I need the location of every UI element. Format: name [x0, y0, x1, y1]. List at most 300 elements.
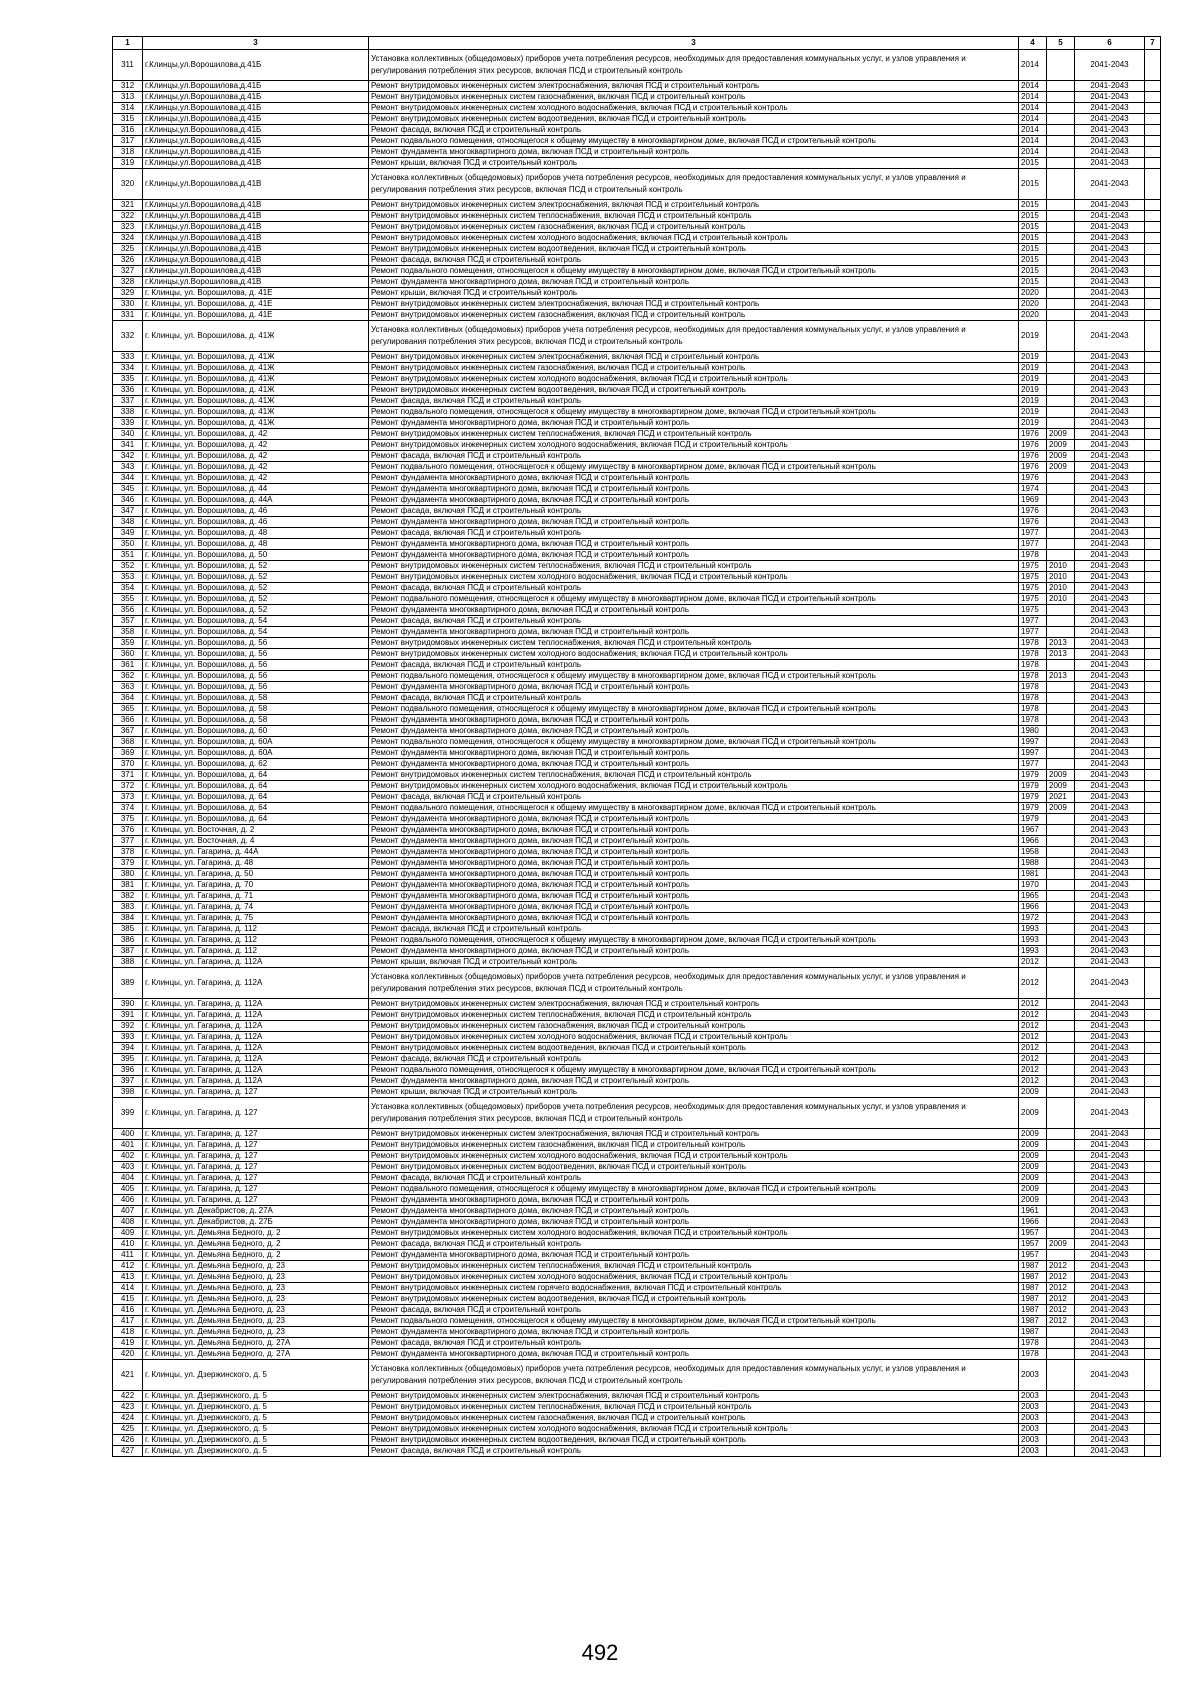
- table-row: [113, 299, 1161, 310]
- row-number: 376: [113, 825, 143, 836]
- year-built: 1979: [1019, 792, 1047, 803]
- table-row: [113, 158, 1161, 169]
- year-last-repair: 2012: [1047, 1283, 1075, 1294]
- address: г. Клинцы, ул. Восточная, д. 2: [143, 825, 369, 836]
- empty-cell: [1145, 770, 1161, 781]
- empty-cell: [1145, 1206, 1161, 1217]
- address: г. Клинцы, ул. Дзержинского, д. 5: [143, 1446, 369, 1457]
- empty-cell: [1145, 299, 1161, 310]
- year-built: 2019: [1019, 407, 1047, 418]
- year-built: 2003: [1019, 1424, 1047, 1435]
- year-last-repair: [1047, 255, 1075, 266]
- work-type: Ремонт фундамента многоквартирного дома, включая ПСД и строительный контроль: [369, 1195, 1019, 1206]
- year-built: 2012: [1019, 957, 1047, 968]
- table-row: [113, 660, 1161, 671]
- year-built: 1975: [1019, 561, 1047, 572]
- planned-period: 2041-2043: [1075, 693, 1145, 704]
- row-number: 382: [113, 891, 143, 902]
- year-built: 1987: [1019, 1327, 1047, 1338]
- row-number: 412: [113, 1261, 143, 1272]
- year-last-repair: [1047, 277, 1075, 288]
- year-built: 1969: [1019, 495, 1047, 506]
- year-built: 2009: [1019, 1184, 1047, 1195]
- row-number: 367: [113, 726, 143, 737]
- work-type: Ремонт внутридомовых инженерных систем теплоснабжения, включая ПСД и строительный контроль: [369, 1010, 1019, 1021]
- address: г. Клинцы, ул. Демьяна Бедного, д. 27А: [143, 1338, 369, 1349]
- table-row: [113, 748, 1161, 759]
- work-type: Ремонт фундамента многоквартирного дома, включая ПСД и строительный контроль: [369, 836, 1019, 847]
- address: г. Клинцы, ул. Ворошилова, д. 41Ж: [143, 418, 369, 429]
- empty-cell: [1145, 737, 1161, 748]
- year-built: 2003: [1019, 1402, 1047, 1413]
- year-last-repair: [1047, 92, 1075, 103]
- year-built: 1975: [1019, 583, 1047, 594]
- year-built: 1980: [1019, 726, 1047, 737]
- planned-period: 2041-2043: [1075, 1076, 1145, 1087]
- work-type: Ремонт внутридомовых инженерных систем электроснабжения, включая ПСД и строительный контроль: [369, 200, 1019, 211]
- year-last-repair: [1047, 935, 1075, 946]
- empty-cell: [1145, 671, 1161, 682]
- year-built: 2019: [1019, 418, 1047, 429]
- year-last-repair: 2010: [1047, 561, 1075, 572]
- address: г. Клинцы, ул. Гагарина, д. 71: [143, 891, 369, 902]
- planned-period: 2041-2043: [1075, 451, 1145, 462]
- year-last-repair: [1047, 605, 1075, 616]
- row-number: 355: [113, 594, 143, 605]
- work-type: Ремонт внутридомовых инженерных систем водоотведения, включая ПСД и строительный контроль: [369, 385, 1019, 396]
- address: г. Клинцы, ул. Гагарина, д. 112А: [143, 1054, 369, 1065]
- work-type: Ремонт подвального помещения, относящегося к общему имуществу в многоквартирном доме, включая ПСД и строительный контроль: [369, 462, 1019, 473]
- table-row: [113, 902, 1161, 913]
- row-number: 409: [113, 1228, 143, 1239]
- address: г. Клинцы, ул. Гагарина, д. 112: [143, 946, 369, 957]
- row-number: 337: [113, 396, 143, 407]
- address: г. Клинцы, ул. Ворошилова, д. 64: [143, 781, 369, 792]
- planned-period: 2041-2043: [1075, 310, 1145, 321]
- table-row: [113, 1391, 1161, 1402]
- planned-period: 2041-2043: [1075, 649, 1145, 660]
- row-number: 313: [113, 92, 143, 103]
- planned-period: 2041-2043: [1075, 1391, 1145, 1402]
- year-last-repair: [1047, 473, 1075, 484]
- table-row: [113, 255, 1161, 266]
- planned-period: 2041-2043: [1075, 1087, 1145, 1098]
- row-number: 423: [113, 1402, 143, 1413]
- year-last-repair: [1047, 136, 1075, 147]
- year-last-repair: 2009: [1047, 451, 1075, 462]
- table-row: [113, 125, 1161, 136]
- table-row: [113, 737, 1161, 748]
- planned-period: 2041-2043: [1075, 495, 1145, 506]
- year-last-repair: [1047, 1010, 1075, 1021]
- address: г. Клинцы, ул. Ворошилова, д. 56: [143, 638, 369, 649]
- year-built: 1988: [1019, 858, 1047, 869]
- row-number: 358: [113, 627, 143, 638]
- work-type: Ремонт фундамента многоквартирного дома, включая ПСД и строительный контроль: [369, 550, 1019, 561]
- year-built: 1977: [1019, 627, 1047, 638]
- empty-cell: [1145, 935, 1161, 946]
- row-number: 400: [113, 1129, 143, 1140]
- address: г. Клинцы, ул. Ворошилова, д. 42: [143, 473, 369, 484]
- work-type: Ремонт подвального помещения, относящегося к общему имуществу в многоквартирном доме, включая ПСД и строительный контроль: [369, 1065, 1019, 1076]
- empty-cell: [1145, 891, 1161, 902]
- planned-period: 2041-2043: [1075, 660, 1145, 671]
- year-last-repair: 2010: [1047, 572, 1075, 583]
- work-type: Ремонт внутридомовых инженерных систем газоснабжения, включая ПСД и строительный контроль: [369, 1413, 1019, 1424]
- row-number: 343: [113, 462, 143, 473]
- row-number: 312: [113, 81, 143, 92]
- table-row: [113, 1435, 1161, 1446]
- table-row: [113, 1424, 1161, 1435]
- table-row: [113, 506, 1161, 517]
- year-built: 2003: [1019, 1435, 1047, 1446]
- address: г. Клинцы, ул. Гагарина, д. 112: [143, 935, 369, 946]
- row-number: 394: [113, 1043, 143, 1054]
- empty-cell: [1145, 484, 1161, 495]
- table-row: [113, 92, 1161, 103]
- empty-cell: [1145, 594, 1161, 605]
- row-number: 377: [113, 836, 143, 847]
- year-last-repair: [1047, 1021, 1075, 1032]
- year-last-repair: [1047, 1435, 1075, 1446]
- work-type: Ремонт крыши, включая ПСД и строительный контроль: [369, 957, 1019, 968]
- year-built: 1961: [1019, 1206, 1047, 1217]
- row-number: 388: [113, 957, 143, 968]
- planned-period: 2041-2043: [1075, 1098, 1145, 1129]
- table-row: [113, 1413, 1161, 1424]
- year-built: 2012: [1019, 968, 1047, 999]
- planned-period: 2041-2043: [1075, 321, 1145, 352]
- address: г. Клинцы, ул. Дзержинского, д. 5: [143, 1391, 369, 1402]
- year-last-repair: [1047, 1076, 1075, 1087]
- table-row: [113, 1087, 1161, 1098]
- table-row: [113, 1338, 1161, 1349]
- empty-cell: [1145, 605, 1161, 616]
- year-last-repair: [1047, 814, 1075, 825]
- empty-cell: [1145, 1338, 1161, 1349]
- address: г.Клинцы,ул.Ворошилова,д.41Б: [143, 81, 369, 92]
- planned-period: 2041-2043: [1075, 1217, 1145, 1228]
- planned-period: 2041-2043: [1075, 891, 1145, 902]
- table-row: [113, 704, 1161, 715]
- planned-period: 2041-2043: [1075, 737, 1145, 748]
- table-row: [113, 1065, 1161, 1076]
- year-last-repair: [1047, 1140, 1075, 1151]
- address: г. Клинцы, ул. Ворошилова, д. 56: [143, 682, 369, 693]
- empty-cell: [1145, 561, 1161, 572]
- empty-cell: [1145, 310, 1161, 321]
- work-type: Ремонт фундамента многоквартирного дома, включая ПСД и строительный контроль: [369, 726, 1019, 737]
- row-number: 401: [113, 1140, 143, 1151]
- table-row: [113, 759, 1161, 770]
- planned-period: 2041-2043: [1075, 1228, 1145, 1239]
- planned-period: 2041-2043: [1075, 594, 1145, 605]
- row-number: 422: [113, 1391, 143, 1402]
- row-number: 336: [113, 385, 143, 396]
- table-header-row: [113, 37, 1161, 50]
- work-type: Ремонт фасада, включая ПСД и строительный контроль: [369, 396, 1019, 407]
- work-type: Ремонт внутридомовых инженерных систем водоотведения, включая ПСД и строительный контроль: [369, 1162, 1019, 1173]
- row-number: 316: [113, 125, 143, 136]
- planned-period: 2041-2043: [1075, 748, 1145, 759]
- year-built: 1978: [1019, 550, 1047, 561]
- row-number: 395: [113, 1054, 143, 1065]
- year-built: 2019: [1019, 396, 1047, 407]
- row-number: 418: [113, 1327, 143, 1338]
- empty-cell: [1145, 1446, 1161, 1457]
- empty-cell: [1145, 924, 1161, 935]
- planned-period: 2041-2043: [1075, 255, 1145, 266]
- work-type: Ремонт внутридомовых инженерных систем газоснабжения, включая ПСД и строительный контроль: [369, 222, 1019, 233]
- empty-cell: [1145, 682, 1161, 693]
- header-cell: 3: [369, 37, 1019, 50]
- year-last-repair: [1047, 352, 1075, 363]
- empty-cell: [1145, 792, 1161, 803]
- year-built: 2015: [1019, 277, 1047, 288]
- row-number: 320: [113, 169, 143, 200]
- row-number: 350: [113, 539, 143, 550]
- work-type: Ремонт подвального помещения, относящегося к общему имуществу в многоквартирном доме, включая ПСД и строительный контроль: [369, 1184, 1019, 1195]
- row-number: 324: [113, 233, 143, 244]
- page-number: 492: [581, 1640, 619, 1665]
- table-row: [113, 1349, 1161, 1360]
- empty-cell: [1145, 781, 1161, 792]
- year-last-repair: [1047, 1151, 1075, 1162]
- year-built: 2014: [1019, 103, 1047, 114]
- planned-period: 2041-2043: [1075, 1021, 1145, 1032]
- year-last-repair: [1047, 902, 1075, 913]
- table-row: [113, 103, 1161, 114]
- empty-cell: [1145, 638, 1161, 649]
- year-last-repair: [1047, 147, 1075, 158]
- empty-cell: [1145, 418, 1161, 429]
- address: г. Клинцы, ул. Ворошилова, д. 62: [143, 759, 369, 770]
- work-type: Ремонт фундамента многоквартирного дома, включая ПСД и строительный контроль: [369, 869, 1019, 880]
- address: г. Клинцы, ул. Декабристов, д. 27А: [143, 1206, 369, 1217]
- row-number: 417: [113, 1316, 143, 1327]
- year-last-repair: 2009: [1047, 770, 1075, 781]
- year-built: 2012: [1019, 1010, 1047, 1021]
- planned-period: 2041-2043: [1075, 1272, 1145, 1283]
- row-number: 347: [113, 506, 143, 517]
- address: г. Клинцы, ул. Гагарина, д. 50: [143, 869, 369, 880]
- year-built: 1978: [1019, 682, 1047, 693]
- row-number: 396: [113, 1065, 143, 1076]
- table-row: [113, 363, 1161, 374]
- year-last-repair: 2009: [1047, 781, 1075, 792]
- table-row: [113, 825, 1161, 836]
- row-number: 402: [113, 1151, 143, 1162]
- table-row: [113, 1250, 1161, 1261]
- year-last-repair: [1047, 847, 1075, 858]
- row-number: 356: [113, 605, 143, 616]
- empty-cell: [1145, 169, 1161, 200]
- year-last-repair: [1047, 222, 1075, 233]
- table-row: [113, 627, 1161, 638]
- planned-period: 2041-2043: [1075, 1043, 1145, 1054]
- work-type: Ремонт внутридомовых инженерных систем газоснабжения, включая ПСД и строительный контроль: [369, 310, 1019, 321]
- table-row: [113, 999, 1161, 1010]
- table-row: [113, 583, 1161, 594]
- year-last-repair: [1047, 1173, 1075, 1184]
- table-row: [113, 792, 1161, 803]
- table-row: [113, 649, 1161, 660]
- year-last-repair: 2012: [1047, 1294, 1075, 1305]
- table-row: [113, 396, 1161, 407]
- empty-cell: [1145, 266, 1161, 277]
- address: г. Клинцы, ул. Ворошилова, д. 41Е: [143, 299, 369, 310]
- table-row: [113, 1239, 1161, 1250]
- address: г. Клинцы, ул. Гагарина, д. 127: [143, 1151, 369, 1162]
- year-last-repair: [1047, 869, 1075, 880]
- planned-period: 2041-2043: [1075, 869, 1145, 880]
- year-last-repair: [1047, 913, 1075, 924]
- year-last-repair: [1047, 506, 1075, 517]
- empty-cell: [1145, 748, 1161, 759]
- empty-cell: [1145, 693, 1161, 704]
- empty-cell: [1145, 1349, 1161, 1360]
- year-built: 1976: [1019, 506, 1047, 517]
- empty-cell: [1145, 136, 1161, 147]
- address: г. Клинцы, ул. Ворошилова, д. 48: [143, 539, 369, 550]
- work-type: Ремонт фундамента многоквартирного дома, включая ПСД и строительный контроль: [369, 1076, 1019, 1087]
- address: г.Клинцы,ул.Ворошилова,д.41Б: [143, 92, 369, 103]
- planned-period: 2041-2043: [1075, 825, 1145, 836]
- address: г. Клинцы, ул. Ворошилова, д. 42: [143, 451, 369, 462]
- empty-cell: [1145, 429, 1161, 440]
- row-number: 405: [113, 1184, 143, 1195]
- table-row: [113, 1261, 1161, 1272]
- row-number: 372: [113, 781, 143, 792]
- year-built: 2014: [1019, 50, 1047, 81]
- planned-period: 2041-2043: [1075, 103, 1145, 114]
- address: г. Клинцы, ул. Гагарина, д. 127: [143, 1129, 369, 1140]
- year-built: 2019: [1019, 363, 1047, 374]
- work-type: Ремонт фундамента многоквартирного дома, включая ПСД и строительный контроль: [369, 814, 1019, 825]
- work-type: Ремонт внутридомовых инженерных систем холодного водоснабжения, включая ПСД и строительный контроль: [369, 374, 1019, 385]
- planned-period: 2041-2043: [1075, 924, 1145, 935]
- planned-period: 2041-2043: [1075, 814, 1145, 825]
- address: г. Клинцы, ул. Гагарина, д. 112: [143, 924, 369, 935]
- year-last-repair: [1047, 200, 1075, 211]
- row-number: 414: [113, 1283, 143, 1294]
- row-number: 332: [113, 321, 143, 352]
- planned-period: 2041-2043: [1075, 1184, 1145, 1195]
- empty-cell: [1145, 1239, 1161, 1250]
- address: г. Клинцы, ул. Ворошилова, д. 41Е: [143, 288, 369, 299]
- work-type: Установка коллективных (общедомовых) приборов учета потребления ресурсов, необходимых для предоставления коммунальных услуг, и узлов управления и регулирования потребления этих ресурсов, включая ПСД и строительный контроль: [369, 50, 1019, 81]
- planned-period: 2041-2043: [1075, 1195, 1145, 1206]
- row-number: 425: [113, 1424, 143, 1435]
- empty-cell: [1145, 957, 1161, 968]
- year-last-repair: [1047, 407, 1075, 418]
- work-type: Ремонт фасада, включая ПСД и строительный контроль: [369, 693, 1019, 704]
- empty-cell: [1145, 649, 1161, 660]
- year-built: 1978: [1019, 638, 1047, 649]
- table-row: [113, 781, 1161, 792]
- work-type: Ремонт фасада, включая ПСД и строительный контроль: [369, 451, 1019, 462]
- address: г. Клинцы, ул. Ворошилова, д. 50: [143, 550, 369, 561]
- year-built: 1975: [1019, 605, 1047, 616]
- work-type: Ремонт фундамента многоквартирного дома, включая ПСД и строительный контроль: [369, 1206, 1019, 1217]
- address: г. Клинцы, ул. Ворошилова, д. 58: [143, 693, 369, 704]
- planned-period: 2041-2043: [1075, 233, 1145, 244]
- planned-period: 2041-2043: [1075, 222, 1145, 233]
- address: г. Клинцы, ул. Ворошилова, д. 56: [143, 649, 369, 660]
- year-last-repair: [1047, 1228, 1075, 1239]
- year-built: 1977: [1019, 616, 1047, 627]
- address: г. Клинцы, ул. Гагарина, д. 112А: [143, 1065, 369, 1076]
- header-cell: 6: [1075, 37, 1145, 50]
- planned-period: 2041-2043: [1075, 1294, 1145, 1305]
- table-row: [113, 473, 1161, 484]
- row-number: 407: [113, 1206, 143, 1217]
- work-type: Ремонт внутридомовых инженерных систем электроснабжения, включая ПСД и строительный контроль: [369, 1391, 1019, 1402]
- empty-cell: [1145, 374, 1161, 385]
- planned-period: 2041-2043: [1075, 363, 1145, 374]
- year-built: 1978: [1019, 649, 1047, 660]
- year-built: 1957: [1019, 1228, 1047, 1239]
- row-number: 333: [113, 352, 143, 363]
- row-number: 352: [113, 561, 143, 572]
- year-built: 1966: [1019, 1217, 1047, 1228]
- year-built: 2015: [1019, 211, 1047, 222]
- year-last-repair: [1047, 880, 1075, 891]
- address: г.Клинцы,ул.Ворошилова,д.41В: [143, 233, 369, 244]
- empty-cell: [1145, 803, 1161, 814]
- empty-cell: [1145, 946, 1161, 957]
- year-last-repair: [1047, 244, 1075, 255]
- year-last-repair: 2012: [1047, 1305, 1075, 1316]
- work-type: Ремонт фундамента многоквартирного дома, включая ПСД и строительный контроль: [369, 759, 1019, 770]
- row-number: 314: [113, 103, 143, 114]
- work-type: Ремонт фасада, включая ПСД и строительный контроль: [369, 1305, 1019, 1316]
- planned-period: 2041-2043: [1075, 385, 1145, 396]
- work-type: Ремонт фундамента многоквартирного дома, включая ПСД и строительный контроль: [369, 880, 1019, 891]
- address: г.Клинцы,ул.Ворошилова,д.41В: [143, 211, 369, 222]
- address: г. Клинцы, ул. Демьяна Бедного, д. 2: [143, 1250, 369, 1261]
- header-cell: 7: [1145, 37, 1161, 50]
- address: г.Клинцы,ул.Ворошилова,д.41В: [143, 277, 369, 288]
- year-last-repair: [1047, 233, 1075, 244]
- address: г. Клинцы, ул. Ворошилова, д. 52: [143, 572, 369, 583]
- planned-period: 2041-2043: [1075, 726, 1145, 737]
- address: г. Клинцы, ул. Гагарина, д. 112А: [143, 1010, 369, 1021]
- row-number: 375: [113, 814, 143, 825]
- work-type: Ремонт внутридомовых инженерных систем водоотведения, включая ПСД и строительный контроль: [369, 1435, 1019, 1446]
- empty-cell: [1145, 1217, 1161, 1228]
- table-row: [113, 1140, 1161, 1151]
- table-row: [113, 880, 1161, 891]
- row-number: 380: [113, 869, 143, 880]
- empty-cell: [1145, 321, 1161, 352]
- table-row: [113, 924, 1161, 935]
- table-row: [113, 1184, 1161, 1195]
- address: г. Клинцы, ул. Ворошилова, д. 52: [143, 561, 369, 572]
- table-row: [113, 429, 1161, 440]
- row-number: 427: [113, 1446, 143, 1457]
- year-built: 1965: [1019, 891, 1047, 902]
- row-number: 346: [113, 495, 143, 506]
- row-number: 331: [113, 310, 143, 321]
- address: г. Клинцы, ул. Ворошилова, д. 60А: [143, 748, 369, 759]
- year-last-repair: [1047, 1032, 1075, 1043]
- table-row: [113, 572, 1161, 583]
- year-last-repair: 2009: [1047, 462, 1075, 473]
- address: г.Клинцы,ул.Ворошилова,д.41Б: [143, 114, 369, 125]
- work-type: Ремонт внутридомовых инженерных систем газоснабжения, включая ПСД и строительный контроль: [369, 1140, 1019, 1151]
- work-type: Ремонт внутридомовых инженерных систем теплоснабжения, включая ПСД и строительный контроль: [369, 429, 1019, 440]
